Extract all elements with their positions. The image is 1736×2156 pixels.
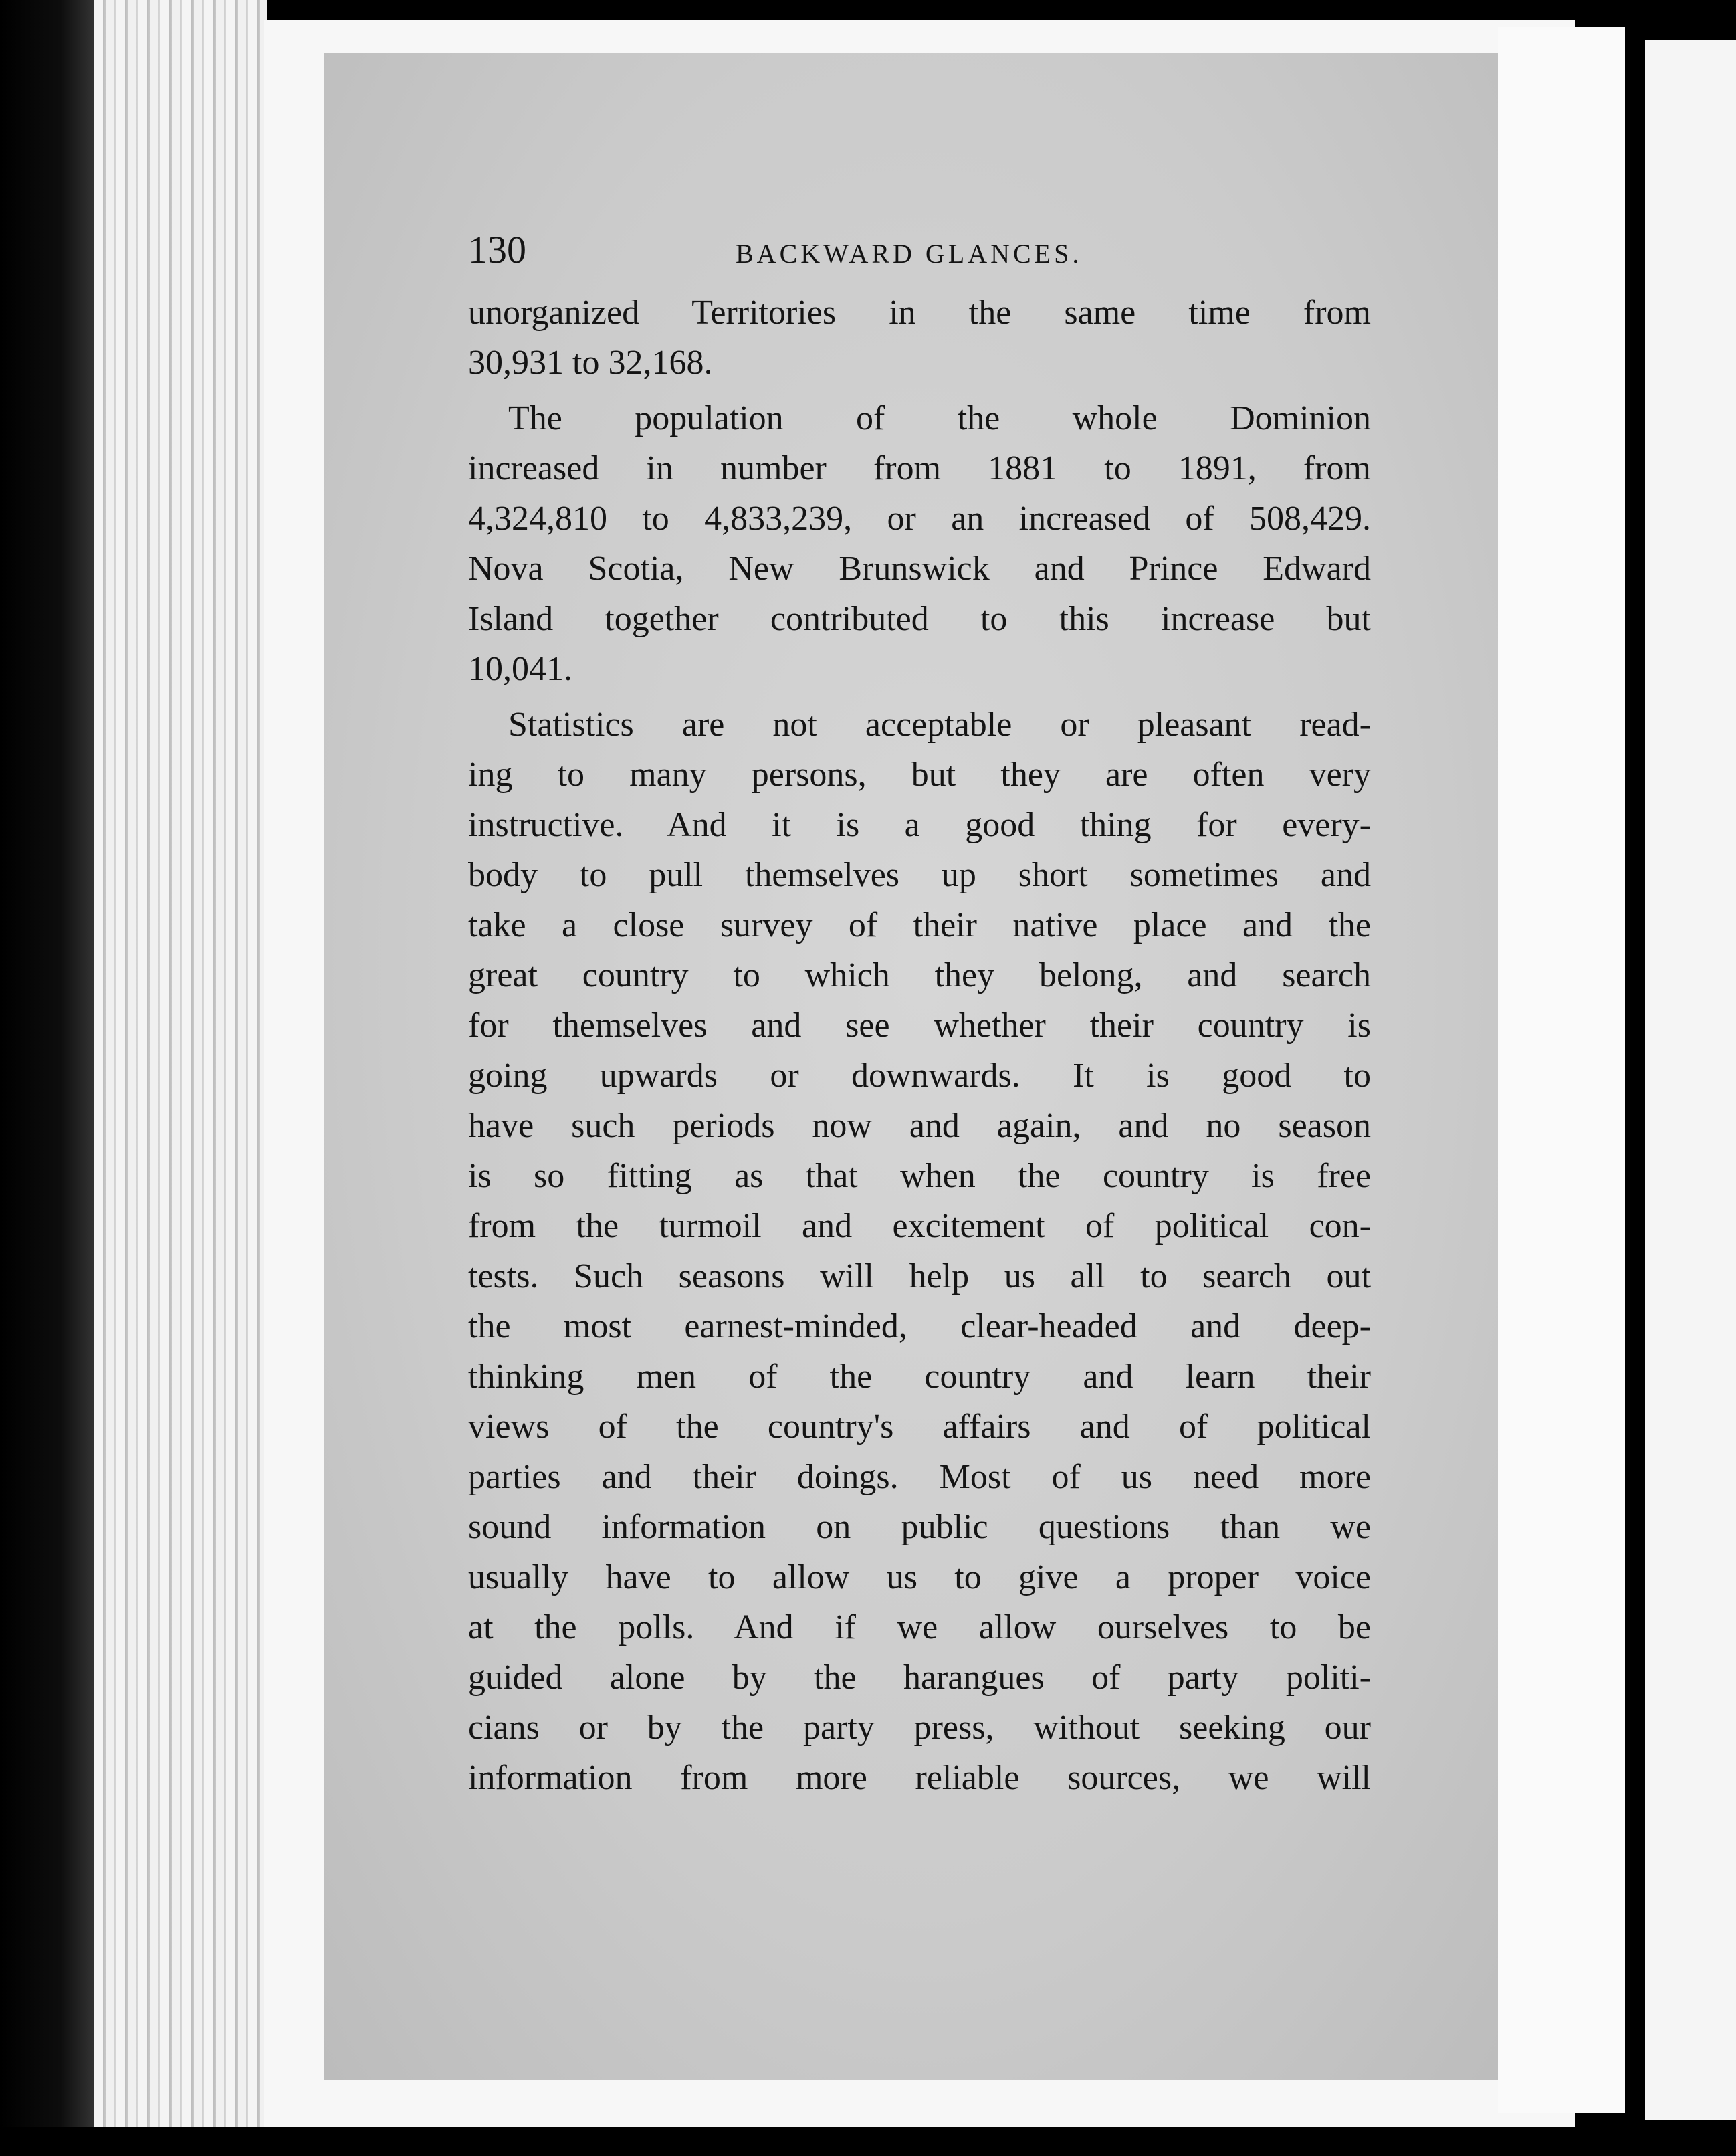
text-line: information from more reliable sources, we will xyxy=(468,1759,1371,1797)
page-right-margin xyxy=(1498,27,1625,2113)
text-line: for themselves and see whether their country is xyxy=(468,1006,1371,1045)
text-line: the most earnest-minded, clear-headed and deep- xyxy=(468,1307,1371,1345)
text-line: 10,041. xyxy=(468,650,572,688)
text-line: views of the country's affairs and of political xyxy=(468,1408,1371,1446)
text-line: body to pull themselves up short sometimes and xyxy=(468,856,1371,894)
stacked-page-edges xyxy=(94,0,267,2156)
page-number: 130 xyxy=(468,228,526,272)
text-line: Nova Scotia, New Brunswick and Prince Edward xyxy=(468,550,1371,588)
bottom-border xyxy=(0,2127,1736,2156)
paragraph-1 xyxy=(468,288,1371,388)
text-line: is so fitting as that when the country is free xyxy=(468,1157,1371,1195)
left-shadow xyxy=(0,0,100,2156)
text-line: have such periods now and again, and no season xyxy=(468,1107,1371,1145)
text-line: take a close survey of their native place and the xyxy=(468,906,1371,944)
text-line: thinking men of the country and learn their xyxy=(468,1358,1371,1396)
facing-page-edge xyxy=(1645,40,1736,2120)
text-line: at the polls. And if we allow ourselves to be xyxy=(468,1608,1371,1646)
text-line: sound information on public questions than we xyxy=(468,1508,1371,1546)
paragraph-2 xyxy=(468,393,1371,694)
running-title: BACKWARD GLANCES. xyxy=(736,239,1083,269)
text-line: great country to which they belong, and search xyxy=(468,956,1371,994)
text-line: tests. Such seasons will help us all to search out xyxy=(468,1257,1371,1295)
text-line: usually have to allow us to give a proper voice xyxy=(468,1558,1371,1596)
text-line: 30,931 to 32,168. xyxy=(468,344,713,382)
text-line: guided alone by the harangues of party politi- xyxy=(468,1658,1371,1697)
text-line: Statistics are not acceptable or pleasant read- xyxy=(508,706,1371,744)
text-line: cians or by the party press, without seeking our xyxy=(468,1709,1371,1747)
text-line: increased in number from 1881 to 1891, from xyxy=(468,449,1371,488)
text-line: unorganized Territories in the same time from xyxy=(468,294,1371,332)
text-line: The population of the whole Dominion xyxy=(508,399,1371,437)
text-block xyxy=(468,227,1371,1803)
text-line: ing to many persons, but they are often very xyxy=(468,756,1371,794)
text-line: 4,324,810 to 4,833,239, or an increased of 508,429. xyxy=(468,500,1371,538)
text-line: from the turmoil and excitement of political con- xyxy=(468,1207,1371,1245)
text-line: parties and their doings. Most of us need more xyxy=(468,1458,1371,1496)
running-head xyxy=(468,227,1371,288)
text-line: instructive. And it is a good thing for every- xyxy=(468,806,1371,844)
text-line: going upwards or downwards. It is good to xyxy=(468,1057,1371,1095)
text-line: Island together contributed to this increase but xyxy=(468,600,1371,638)
book-gutter xyxy=(1625,0,1645,2156)
paragraph-3 xyxy=(468,699,1371,1803)
